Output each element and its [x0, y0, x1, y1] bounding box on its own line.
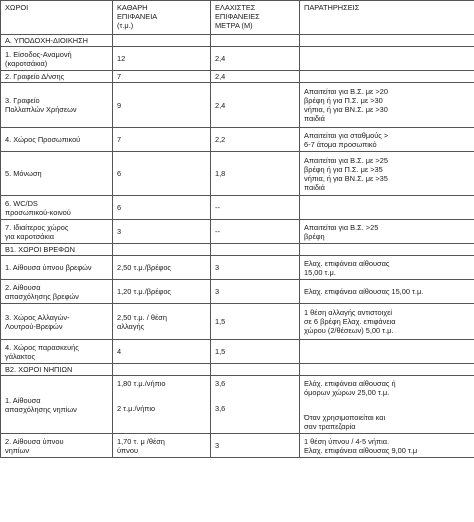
table-row	[1, 71, 474, 83]
section-title: Β2. ΧΩΡΟΙ ΝΗΠΙΩΝ	[1, 364, 113, 376]
cell-line: 2,4	[215, 54, 226, 64]
cell-line: παιδιά	[304, 114, 325, 124]
min-dimension-cell	[211, 152, 300, 196]
cell-line: νήπια, ή για ΒΝ.Σ. με >35	[304, 173, 388, 183]
cell-line: 7	[117, 135, 122, 145]
header-remarks	[300, 1, 474, 35]
cell-line: 2. Αίθουσα ύπνου	[5, 436, 64, 446]
cell-line: 2,2	[215, 135, 226, 145]
empty-cell	[211, 244, 300, 256]
remarks-cell	[300, 47, 474, 71]
cell-line: απασχόλησης νηπίων	[5, 404, 77, 414]
cell-line: 7	[117, 72, 122, 82]
cell-line: ΕΠΙΦΑΝΕΙΑ	[117, 12, 158, 22]
table-row	[1, 152, 474, 196]
cell-line: 6	[117, 203, 122, 213]
cell-line: ΚΑΘΑΡΗ	[117, 3, 148, 12]
space-cell	[1, 220, 113, 244]
table-row	[1, 128, 474, 152]
min-dimension-cell	[211, 280, 300, 304]
cell-line: 2,50 τ.μ./βρέφος	[117, 263, 171, 273]
cell-line: 6-7 άτομα προσωπικό	[304, 139, 377, 149]
header-spaces	[1, 1, 113, 35]
min-dimension-cell	[211, 376, 300, 434]
table-row	[1, 280, 474, 304]
cell-line: ΠΑΡΑΤΗΡΗΣΕΙΣ	[304, 3, 360, 12]
net-area-cell	[113, 152, 211, 196]
cell-line: 1,5	[215, 317, 226, 327]
min-dimension-cell	[211, 128, 300, 152]
min-dimension-cell	[211, 71, 300, 83]
remarks-cell	[300, 280, 474, 304]
remarks-cell	[300, 434, 474, 458]
cell-line: Πολλαπλών Χρήσεων	[5, 105, 77, 115]
section-row	[1, 364, 474, 376]
header-row	[1, 1, 474, 35]
net-area-cell	[113, 71, 211, 83]
cell-line: 3. Χώρος Αλλαγών-	[5, 312, 70, 322]
remarks-cell	[300, 256, 474, 280]
empty-cell	[113, 35, 211, 47]
table-row	[1, 256, 474, 280]
cell-line: 4. Χώρος παρασκευής	[5, 342, 79, 352]
cell-line: προσωπικού-κοινού	[5, 207, 71, 217]
header-min-dimensions	[211, 1, 300, 35]
net-area-cell	[113, 434, 211, 458]
cell-line: αλλαγής	[117, 321, 145, 331]
table-row	[1, 376, 474, 434]
cell-line: σε 6 βρέφη Ελαχ. επιφάνεια	[304, 317, 396, 327]
cell-line: Ελάχ. επιφάνεια αίθουσας ή	[304, 379, 396, 389]
remarks-cell	[300, 376, 474, 434]
space-cell	[1, 434, 113, 458]
net-area-cell	[113, 304, 211, 340]
cell-line: 9	[117, 100, 122, 110]
cell-line: 1 θέση ύπνου / 4-5 νήπια.	[304, 436, 390, 446]
space-cell	[1, 340, 113, 364]
space-cell	[1, 71, 113, 83]
cell-line: Απαιτείται για σταθμούς >	[304, 130, 389, 140]
remarks-cell	[300, 220, 474, 244]
cell-line: (καροτσάκια)	[5, 58, 48, 68]
cell-line: 4. Χώρος Προσωπικού	[5, 135, 81, 145]
empty-cell	[113, 244, 211, 256]
remarks-cell	[300, 196, 474, 220]
cell-line: 1,20 τ.μ./βρέφος	[117, 287, 171, 297]
remarks-cell	[300, 340, 474, 364]
cell-line: Απαιτείται για Β.Σ. >25	[304, 222, 379, 232]
cell-line: βρέφη	[304, 231, 325, 241]
cell-line: 15,00 τ.μ.	[304, 267, 336, 277]
cell-line: Λουτρού-Βρεφών	[5, 321, 63, 331]
cell-line: για καροτσάκια	[5, 231, 55, 241]
cell-line: 5. Μόνωση	[5, 169, 42, 179]
cell-line: 3,6	[215, 404, 226, 414]
empty-cell	[300, 244, 474, 256]
table-row	[1, 340, 474, 364]
cell-line: 2,4	[215, 72, 226, 82]
section-title: Α. ΥΠΟΔΟΧΗ-ΔΙΟΙΚΗΣΗ	[1, 35, 113, 47]
min-dimension-cell	[211, 256, 300, 280]
table-row	[1, 220, 474, 244]
min-dimension-cell	[211, 83, 300, 128]
cell-line: 12	[117, 54, 126, 64]
net-area-cell	[113, 280, 211, 304]
cell-line: 2. Γραφείο Δ/νσης	[5, 72, 65, 82]
cell-line: γάλακτος	[5, 351, 36, 361]
net-area-cell	[113, 128, 211, 152]
min-dimension-cell	[211, 196, 300, 220]
cell-line: νηπίων	[5, 445, 30, 455]
cell-line: 1,70 τ. μ /θέση	[117, 436, 165, 446]
empty-cell	[113, 364, 211, 376]
cell-line: ΕΠΙΦΑΝΕΙΕΣ	[215, 12, 260, 22]
remarks-cell	[300, 304, 474, 340]
empty-cell	[211, 35, 300, 47]
cell-line: χώρου (2/θέσεων) 5,00 τ.μ.	[304, 326, 394, 336]
space-cell	[1, 128, 113, 152]
cell-line: σαν τραπεζαρία	[304, 422, 356, 432]
cell-line: 3	[215, 263, 220, 273]
net-area-cell	[113, 47, 211, 71]
cell-line: (τ.μ.)	[117, 21, 134, 31]
cell-line: 1. Είσοδος-Αναμονή	[5, 49, 72, 59]
table-row	[1, 47, 474, 71]
cell-line: 3	[117, 227, 122, 237]
cell-line: 1,80 τ.μ./νήπιο	[117, 379, 166, 389]
min-dimension-cell	[211, 304, 300, 340]
cell-line: παιδιά	[304, 182, 325, 192]
cell-line: νήπια, ή για ΒΝ.Σ. με >30	[304, 105, 388, 115]
remarks-cell	[300, 71, 474, 83]
header-net-area	[113, 1, 211, 35]
section-row	[1, 244, 474, 256]
min-dimension-cell	[211, 434, 300, 458]
cell-line: 1,8	[215, 169, 226, 179]
cell-line: 4	[117, 347, 122, 357]
min-dimension-cell	[211, 220, 300, 244]
cell-line: 6	[117, 169, 122, 179]
cell-line: Ελαχ. επιφάνεια αίθουσας 15,00 τ.μ.	[304, 287, 424, 297]
cell-line: 7. Ιδιαίτερος χώρος	[5, 222, 69, 232]
table-body	[1, 35, 474, 458]
cell-line	[117, 388, 207, 404]
section-title: Β1. ΧΩΡΟΙ ΒΡΕΦΩΝ	[1, 244, 113, 256]
cell-line	[215, 388, 296, 404]
section-row	[1, 35, 474, 47]
space-cell	[1, 196, 113, 220]
remarks-cell	[300, 83, 474, 128]
space-cell	[1, 304, 113, 340]
cell-line: 1. Αίθουσα	[5, 395, 41, 405]
empty-cell	[300, 364, 474, 376]
cell-line: όμορων χώρων 25,00 τ.μ.	[304, 388, 390, 398]
table-row	[1, 304, 474, 340]
space-cell	[1, 152, 113, 196]
cell-line: 3. Γραφείο	[5, 96, 40, 106]
cell-line: 2. Αίθουσα	[5, 282, 41, 292]
cell-line: 2 τ.μ./νήπιο	[117, 404, 156, 414]
space-cell	[1, 256, 113, 280]
cell-line	[304, 397, 474, 413]
empty-cell	[300, 35, 474, 47]
cell-line: Απαιτείται για Β.Σ. με >20	[304, 87, 388, 96]
net-area-cell	[113, 376, 211, 434]
table-row	[1, 196, 474, 220]
cell-line: Ελαχ. επιφάνεια αίθουσας	[304, 258, 390, 268]
remarks-cell	[300, 128, 474, 152]
cell-line: ΕΛΑΧΙΣΤΕΣ	[215, 3, 256, 12]
net-area-cell	[113, 83, 211, 128]
cell-line: Όταν χρησιμοποιείται και	[304, 413, 386, 423]
cell-line: 1 θέση αλλαγής αντιστοιχεί	[304, 308, 393, 318]
cell-line: --	[215, 203, 220, 213]
cell-line: βρέφη ή για Π.Σ. με >35	[304, 164, 383, 174]
cell-line: ΧΩΡΟΙ	[5, 3, 29, 12]
table-row	[1, 83, 474, 128]
cell-line: 3	[215, 441, 220, 451]
min-dimension-cell	[211, 47, 300, 71]
space-cell	[1, 83, 113, 128]
cell-line: βρέφη ή για Π.Σ. με >30	[304, 96, 383, 106]
cell-line: --	[215, 227, 220, 237]
cell-line: 2,4	[215, 100, 226, 110]
cell-line: 6. WC/DS	[5, 198, 38, 208]
cell-line: ύπνου	[117, 445, 138, 455]
cell-line: Απαιτείται για Β.Σ. με >25	[304, 155, 388, 165]
net-area-cell	[113, 196, 211, 220]
cell-line: απασχόλησης βρεφών	[5, 291, 79, 301]
net-area-cell	[113, 220, 211, 244]
cell-line: Ελαχ. επιφάνεια αίθουσας 9,00 τ.μ	[304, 445, 418, 455]
cell-line: 1. Αίθουσα ύπνου βρεφών	[5, 263, 92, 273]
space-cell	[1, 280, 113, 304]
table-row	[1, 434, 474, 458]
cell-line: 3,6	[215, 379, 226, 389]
cell-line: 2,50 τ.μ. / θέση	[117, 312, 167, 322]
min-dimension-cell	[211, 340, 300, 364]
space-cell	[1, 47, 113, 71]
net-area-cell	[113, 340, 211, 364]
space-cell	[1, 376, 113, 434]
empty-cell	[211, 364, 300, 376]
cell-line: 1,5	[215, 347, 226, 357]
cell-line: ΜΕΤΡΑ (Μ)	[215, 21, 253, 31]
net-area-cell	[113, 256, 211, 280]
remarks-cell	[300, 152, 474, 196]
cell-line: 3	[215, 287, 220, 297]
